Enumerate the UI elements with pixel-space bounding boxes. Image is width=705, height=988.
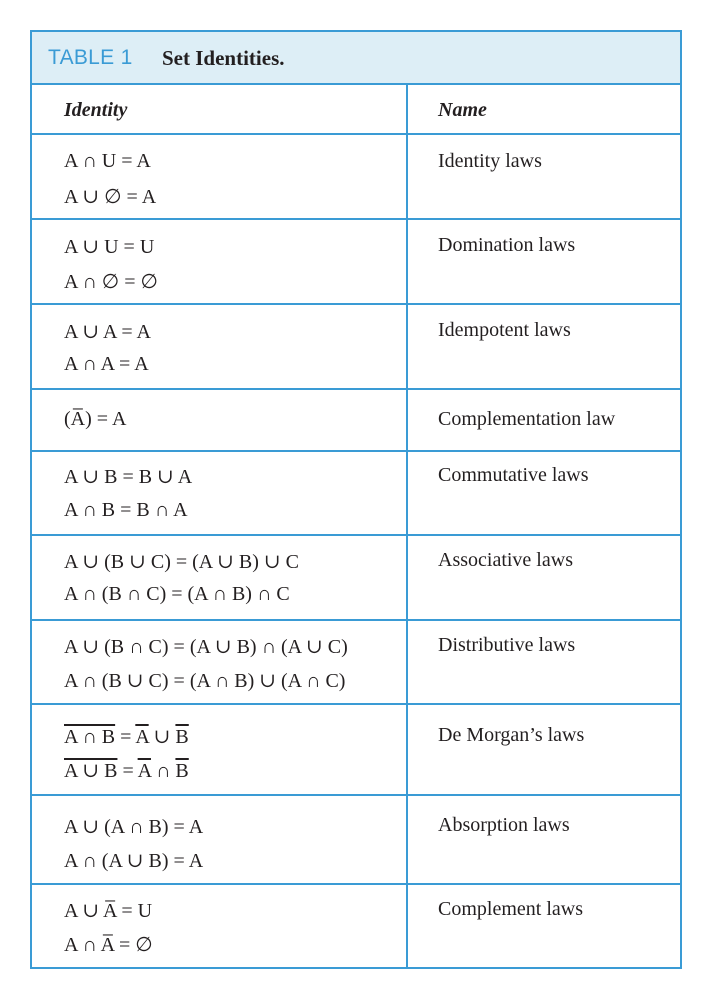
table-title: Set Identities. [162, 46, 285, 70]
identity-line: A ∪ (B ∩ C) = (A ∪ B) ∩ (A ∪ C) [64, 636, 348, 658]
identity-line: A ∩ A̅ = ∅ [64, 934, 153, 956]
table-title-bar [32, 32, 680, 85]
law-name: Idempotent laws [438, 319, 571, 341]
header-name: Name [438, 99, 487, 121]
law-name: Absorption laws [438, 814, 570, 836]
divider [32, 450, 680, 452]
identity-line: A ∩ U = A [64, 150, 151, 172]
identity-line: A ∪ ∅ = A [64, 186, 157, 208]
law-name: Distributive laws [438, 634, 576, 656]
divider [32, 703, 680, 705]
divider [32, 619, 680, 621]
identity-line: (A̅) = A [64, 408, 127, 430]
divider [32, 133, 680, 135]
table-number: TABLE 1 [48, 46, 133, 69]
law-name: Identity laws [438, 150, 542, 172]
set-identities-table [30, 30, 682, 969]
divider [32, 388, 680, 390]
identity-line: A ∪ B = B ∪ A [64, 466, 193, 488]
identity-line: A ∩ $B = \overline{A}$ ∪ $\overline{B}$ [64, 726, 189, 748]
divider [32, 534, 680, 536]
law-name: Complementation law [438, 408, 616, 430]
law-name: De Morgan’s laws [438, 724, 585, 746]
identity-line: A ∪ (B ∪ C) = (A ∪ B) ∪ C [64, 551, 299, 573]
law-name: Commutative laws [438, 464, 589, 486]
identity-line: A ∩ (B ∪ C) = (A ∩ B) ∪ (A ∩ C) [64, 670, 346, 692]
identity-line: A ∪ $B = \overline{A}$ ∩ $\overline{B}$ [64, 760, 189, 782]
identity-line: A ∪ U = U [64, 236, 155, 258]
divider [32, 303, 680, 305]
law-name: Associative laws [438, 549, 573, 571]
identity-line: A ∩ (B ∩ C) = (A ∩ B) ∩ C [64, 583, 290, 605]
identity-line: A ∩ A = A [64, 353, 149, 375]
header-identity: Identity [64, 99, 128, 121]
identity-line: A ∪ (A ∩ B) = A [64, 816, 204, 838]
divider [32, 794, 680, 796]
identity-line: A ∩ ∅ = ∅ [64, 271, 158, 293]
identity-line: A ∪ A = A [64, 321, 151, 343]
divider [32, 883, 680, 885]
identity-line: A ∩ B = B ∩ A [64, 499, 188, 521]
law-name: Domination laws [438, 234, 576, 256]
identity-line: A ∪ A̅ = U [64, 900, 153, 922]
law-name: Complement laws [438, 898, 583, 920]
identity-line: A ∩ (A ∪ B) = A [64, 850, 204, 872]
divider [32, 218, 680, 220]
